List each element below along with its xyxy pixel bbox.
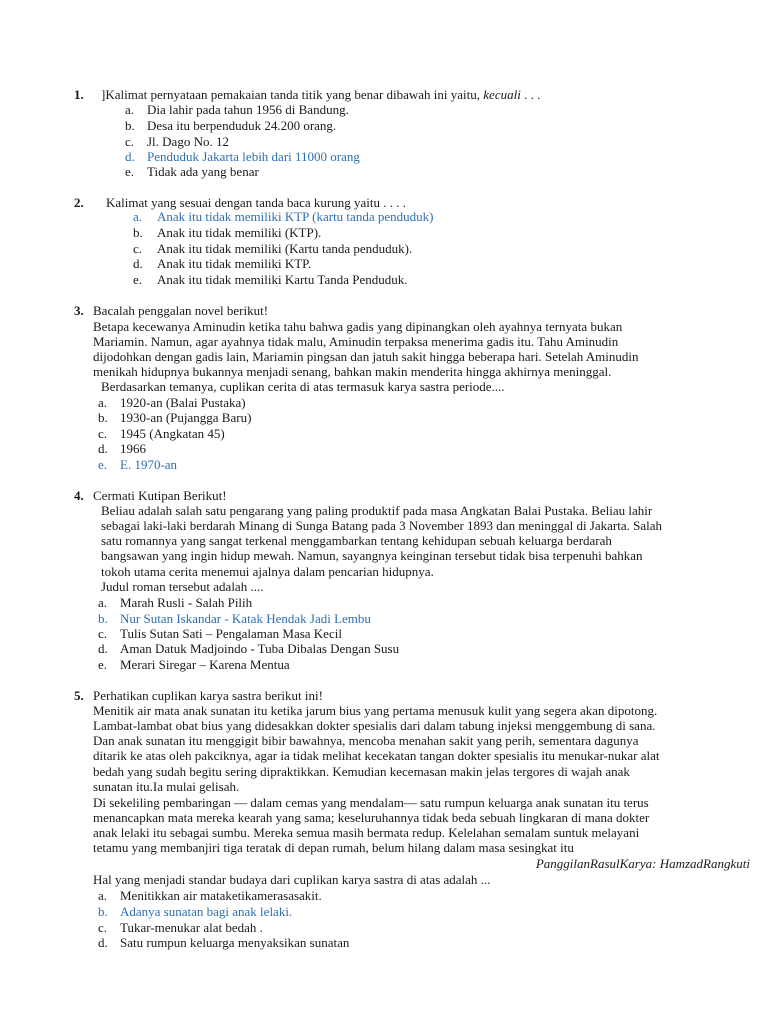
option-letter: a. [125, 102, 135, 117]
option-text: Anak itu tidak memiliki (KTP). [157, 225, 322, 240]
passage-line: menikah hidupnya bukannya menjadi senang, bahkan makin menderita hingga akhirnya meninggal. [93, 364, 612, 379]
option-text-answer: Penduduk Jakarta lebih dari 11000 orang [147, 149, 360, 164]
option-letter: c. [133, 241, 143, 256]
option-letter: b. [125, 118, 135, 133]
passage-line: bangsawan yang ingin hidup mewah. Namun, sayangnya keinginan tersebut tidak bisa terpenuhi bahkan [101, 548, 643, 563]
option-letter: e. [125, 164, 135, 179]
passage-line: Dan anak sunatan itu menggigit bibir bawahnya, mencoba menahan sakit yang perih, sementara dagunya [93, 733, 639, 748]
option-letter: c. [98, 920, 108, 935]
option-text: Anak itu tidak memiliki KTP. [157, 256, 312, 271]
option-text: Dia lahir pada tahun 1956 di Bandung. [147, 102, 349, 117]
option-letter: a. [98, 395, 108, 410]
passage-line: Betapa kecewanya Aminudin ketika tahu bahwa gadis yang dipinangkan oleh ayahnya ternyata bukan [93, 319, 623, 334]
option-letter-answer: b. [98, 904, 108, 919]
passage-line: Di sekeliling pembaringan — dalam cemas yang mendalam— satu rumpun keluarga anak sunatan itu terus [93, 795, 649, 810]
option-letter: a. [98, 595, 108, 610]
passage-line: Mariamin. Namun, agar ayahnya tidak malu, Aminudin terpaksa menerima gadis itu. Tahu Aminudin [93, 334, 619, 349]
passage-line: tokoh utama cerita menemui ajalnya dalam pencarian hidupnya. [101, 564, 434, 579]
question-number: 2. [74, 195, 84, 210]
passage-line: Lambat-lambat obat bius yang didesakkan dokter spesialis dari dalam tabung injeksi menggembung di sana. [93, 718, 656, 733]
option-letter: c. [98, 626, 108, 641]
option-letter: c. [98, 426, 108, 441]
question-number: 4. [74, 488, 84, 503]
option-letter: d. [98, 641, 108, 656]
option-text: 1945 (Angkatan 45) [120, 426, 225, 441]
option-text-answer: Nur Sutan Iskandar - Katak Hendak Jadi Lembu [120, 611, 371, 626]
option-text: 1920-an (Balai Pustaka) [120, 395, 246, 410]
option-text: Merari Siregar – Karena Mentua [120, 657, 290, 672]
question-number: 1. [74, 87, 84, 102]
option-letter-answer: d. [125, 149, 135, 164]
option-text: Menitikkan air mataketikamerasasakit. [120, 888, 322, 903]
passage-line: Menitik air mata anak sunatan itu ketika jarum bius yang pertama menusuk kulit yang segera akan dipotong. [93, 703, 658, 718]
option-text: Anak itu tidak memiliki Kartu Tanda Penduduk. [157, 272, 408, 287]
option-text-answer: Adanya sunatan bagi anak lelaki. [120, 904, 293, 919]
passage-line: dijodohkan dengan gadis lain, Mariamin pingsan dan jatuh sakit hingga beberapa hari. Setelah Aminudin [93, 349, 639, 364]
passage-line: anak lelaki itu sebagai sumbu. Mereka semua masih bermata redup. Kelelahan semalam suntuk melayani [93, 825, 640, 840]
question-stem: Cermati Kutipan Berikut! [93, 488, 227, 503]
question-stem: ]Kalimat pernyataan pemakaian tanda titik yang benar dibawah ini yaitu, kecuali . . . [101, 87, 541, 102]
passage-line: sebagai laki-laki berdarah Minang di Sunga Batang pada 3 November 1893 dan meninggal di Jakarta. Salah [101, 518, 662, 533]
option-letter-answer: b. [98, 611, 108, 626]
option-text-answer: Anak itu tidak memiliki KTP (kartu tanda penduduk) [157, 209, 434, 224]
question-number: 3. [74, 303, 84, 318]
option-letter: e. [98, 657, 108, 672]
question-prompt: Hal yang menjadi standar budaya dari cuplikan karya sastra di atas adalah ... [93, 872, 491, 887]
option-text: Satu rumpun keluarga menyaksikan sunatan [120, 935, 350, 950]
question-stem: Kalimat yang sesuai dengan tanda baca kurung yaitu . . . . [106, 195, 406, 210]
option-letter: d. [98, 935, 108, 950]
option-text: Jl. Dago No. 12 [147, 134, 229, 149]
question-stem: Perhatikan cuplikan karya sastra berikut ini! [93, 688, 323, 703]
option-letter: d. [98, 441, 108, 456]
option-text: 1930-an (Pujangga Baru) [120, 410, 252, 425]
passage-line: satu romannya yang sangat terkenal menggambarkan tentang kehidupan sebuah keluarga berdarah [101, 533, 612, 548]
passage-line: Beliau adalah salah satu pengarang yang paling produktif pada masa Angkatan Balai Pustaka. Beliau lahir [101, 503, 653, 518]
option-text: Tulis Sutan Sati – Pengalaman Masa Kecil [120, 626, 342, 641]
passage-line: sunatan itu.Ia mulai gelisah. [93, 779, 240, 794]
option-letter: d. [133, 256, 143, 271]
option-letter: e. [133, 272, 143, 287]
option-letter-answer: a. [133, 209, 143, 224]
question-stem: Bacalah penggalan novel berikut! [93, 303, 269, 318]
option-letter-answer: e. [98, 457, 108, 472]
option-text: 1966 [120, 441, 146, 456]
option-letter: b. [133, 225, 143, 240]
option-text: Desa itu berpenduduk 24.200 orang. [147, 118, 337, 133]
question-prompt: Judul roman tersebut adalah .... [101, 579, 264, 594]
question-prompt: Berdasarkan temanya, cuplikan cerita di atas termasuk karya sastra periode.... [101, 379, 505, 394]
option-text-answer: E. 1970-an [120, 457, 178, 472]
passage-line: menancapkan mata mereka kearah yang sama; keseluruhannya tidak beda sebuah lingkaran di mana dokter [93, 810, 650, 825]
option-text: Tukar-menukar alat bedah . [120, 920, 263, 935]
passage-line: bedah yang sudah begitu sering dipraktikkan. Kemudian kecemasan makin jelas tergores di wajah anak [93, 764, 630, 779]
option-text: Marah Rusli - Salah Pilih [120, 595, 253, 610]
option-text: Tidak ada yang benar [147, 164, 259, 179]
option-letter: c. [125, 134, 135, 149]
option-text: Aman Datuk Madjoindo - Tuba Dibalas Dengan Susu [120, 641, 400, 656]
question-number: 5. [74, 688, 84, 703]
option-letter: a. [98, 888, 108, 903]
option-letter: b. [98, 410, 108, 425]
passage-source: PanggilanRasulKarya: HamzadRangkuti [535, 856, 750, 871]
option-text: Anak itu tidak memiliki (Kartu tanda penduduk). [157, 241, 413, 256]
passage-line: ditarik ke atas oleh pakciknya, agar ia tidak melihat kecekatan tangan dokter spesialis itu menukar-nukar alat [93, 748, 660, 763]
passage-line: tetamu yang membanjiri tiga teratak di depan rumah, belum hilang dalam masa sesingkat itu [93, 840, 574, 855]
